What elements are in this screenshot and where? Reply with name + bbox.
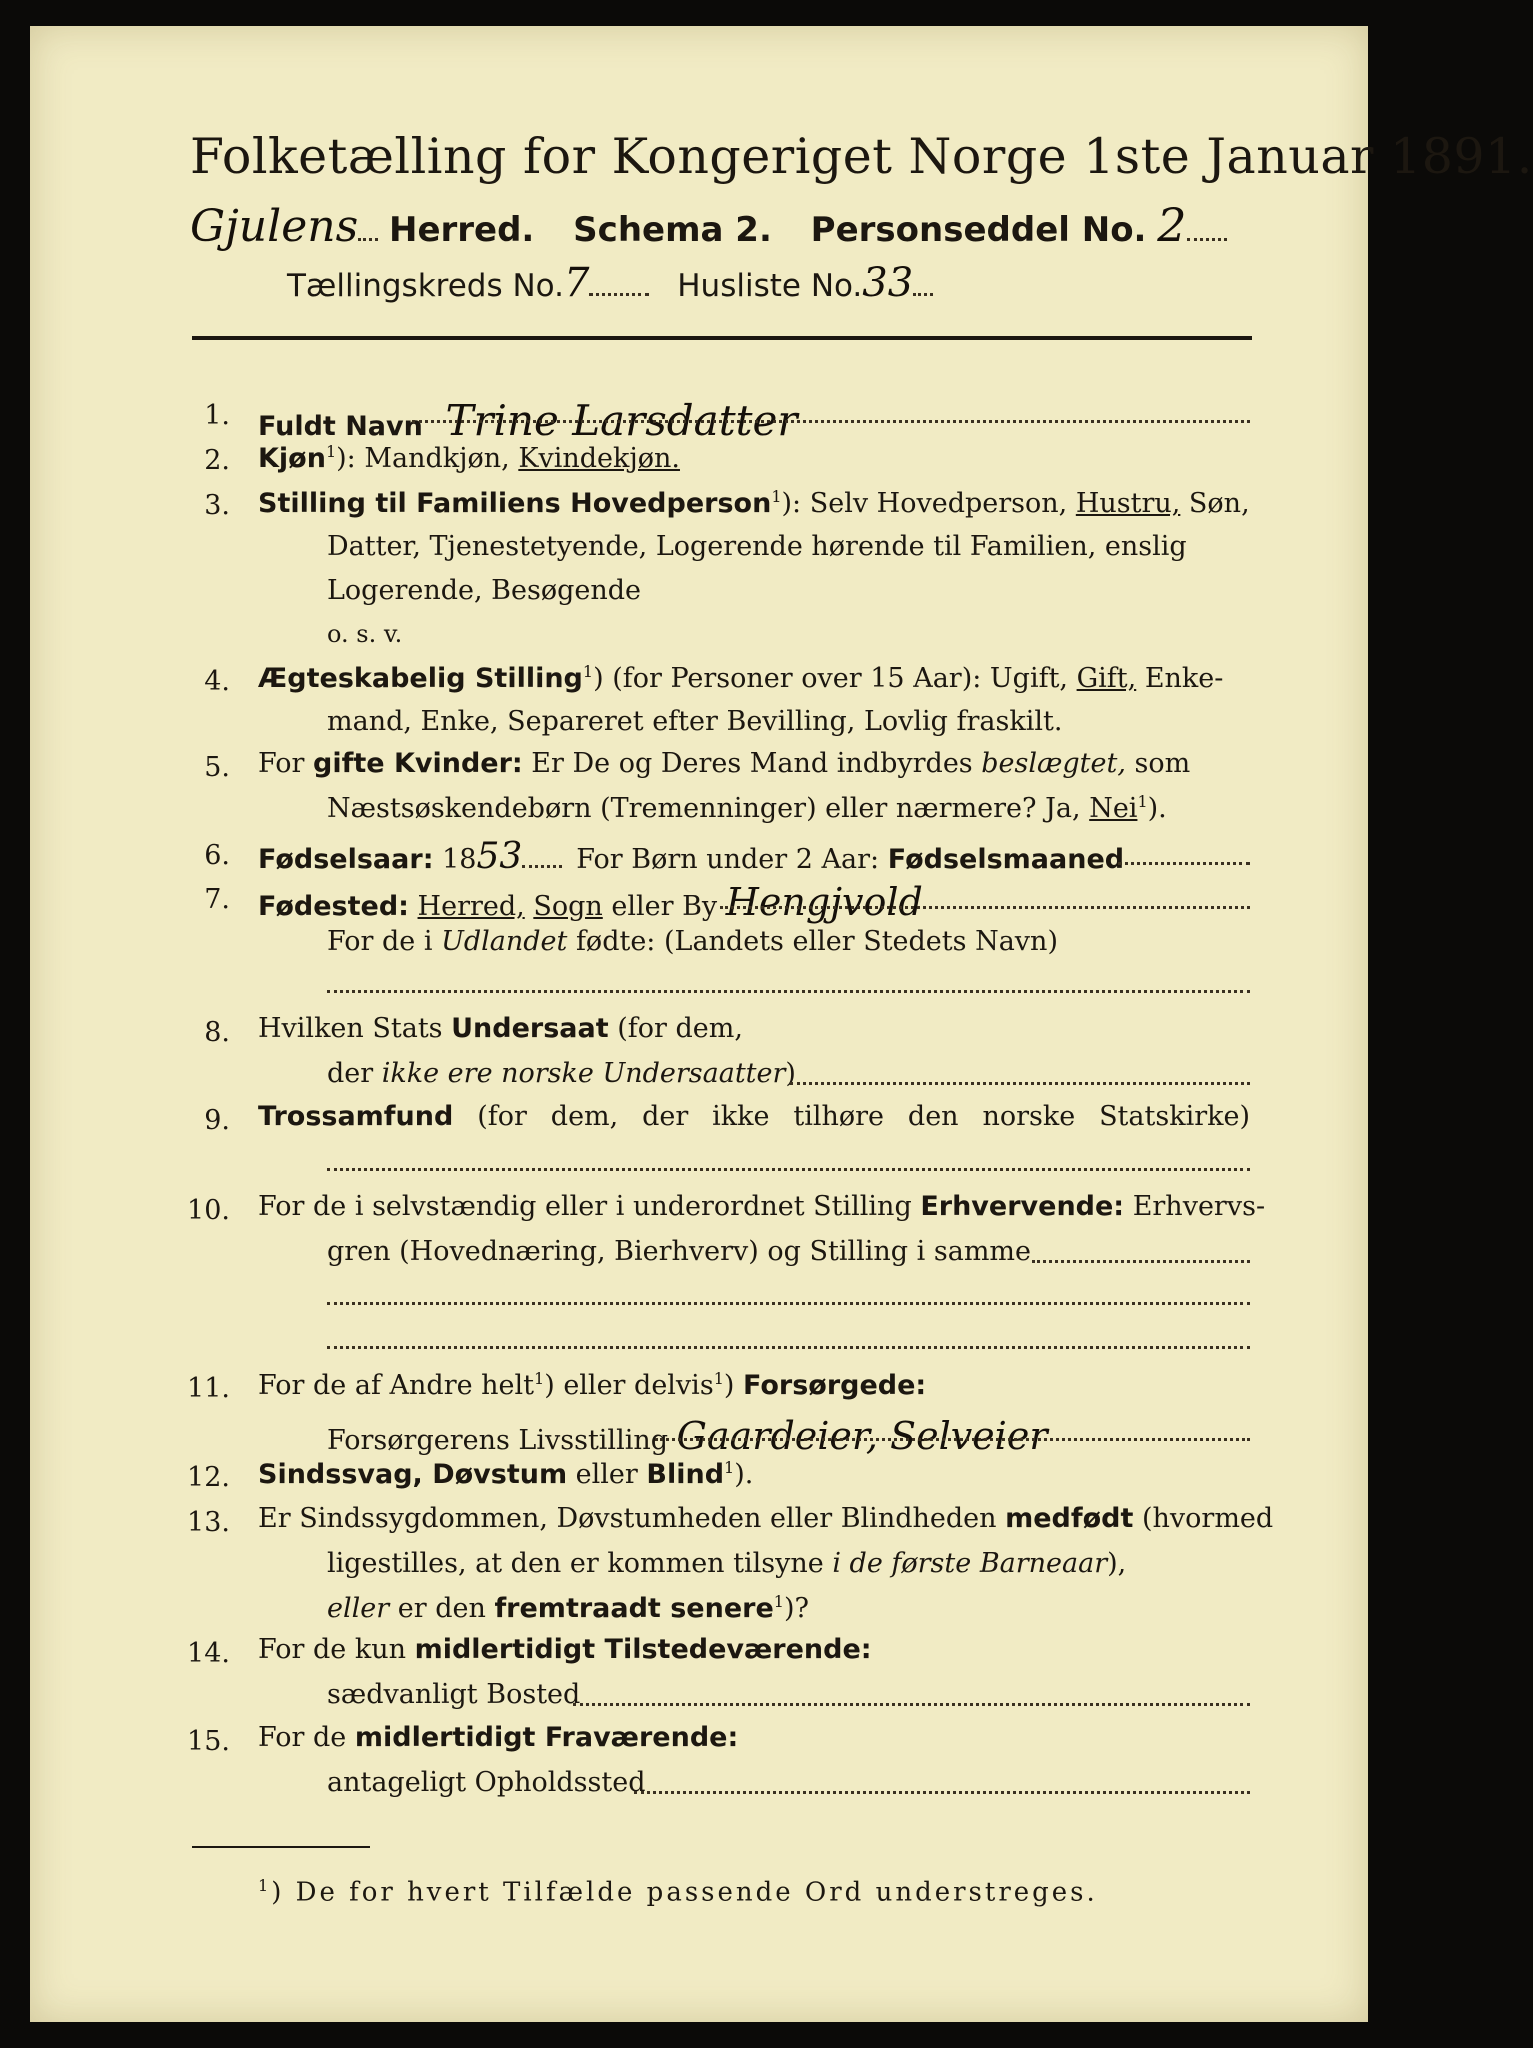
q1-answer-line bbox=[412, 420, 1250, 423]
q7-line2 bbox=[327, 926, 1058, 957]
q6-answer-line bbox=[1118, 862, 1250, 865]
footnote-ref: 1 bbox=[1137, 792, 1148, 811]
q5-line2-end: ). bbox=[1147, 793, 1167, 824]
q15-answer-line bbox=[634, 1791, 1250, 1794]
q10-pre: For de i selvstændig eller i underordnet Stilling bbox=[258, 1191, 921, 1222]
q5-italic: beslægtet, bbox=[981, 748, 1126, 779]
q11-supported bbox=[258, 1369, 926, 1401]
q13-line3-text: er den bbox=[389, 1593, 495, 1624]
footnote-ref: 1 bbox=[773, 1592, 784, 1611]
q11-line2 bbox=[327, 1414, 1047, 1458]
herred-handwritten: Gjulens bbox=[190, 201, 359, 252]
item-number: 2. bbox=[204, 445, 230, 476]
item-number: 15. bbox=[187, 1726, 230, 1757]
footnote-ref: 1 bbox=[724, 1458, 735, 1477]
q5-married-women bbox=[258, 748, 1190, 779]
q9-answer-line bbox=[327, 1168, 1250, 1171]
item-number: 1. bbox=[204, 400, 230, 431]
item-number: 5. bbox=[204, 752, 230, 783]
q6-birth-year bbox=[258, 836, 1124, 877]
q10-label: Erhvervende: bbox=[920, 1191, 1125, 1222]
q14-line2: sædvanligt Bosted bbox=[327, 1679, 581, 1710]
q14-pre: For de kun bbox=[258, 1634, 415, 1665]
q8-line2-text: der bbox=[327, 1058, 382, 1089]
q6-label: Fødselsaar: bbox=[258, 844, 434, 875]
q1-name-handwritten: Trine Larsdatter bbox=[445, 396, 798, 445]
q4-label: Ægteskabelig Stilling bbox=[258, 663, 583, 694]
item-number: 8. bbox=[204, 1017, 230, 1048]
q15-label: midlertidigt Fraværende: bbox=[354, 1722, 739, 1753]
q11-line2-text: Forsørgerens Livsstilling bbox=[327, 1425, 669, 1456]
q11-mid2: ) bbox=[723, 1370, 743, 1401]
q10-answer-line bbox=[327, 1302, 1250, 1305]
q13-pre: Er Sindssygdommen, Døvstumheden eller Blindheden bbox=[258, 1503, 1006, 1534]
q7-line2-text: For de i bbox=[327, 926, 442, 957]
q2-underlined-answer: Kvindekjøn. bbox=[518, 443, 680, 474]
item-number: 13. bbox=[187, 1507, 230, 1538]
q14-temporary-present bbox=[258, 1634, 872, 1665]
q3-text: ): Selv Hovedperson, bbox=[781, 488, 1076, 519]
item-number: 6. bbox=[204, 840, 230, 871]
q13-line2-end: ), bbox=[1107, 1548, 1127, 1579]
taellingskreds-label: Tællingskreds No. bbox=[287, 268, 564, 304]
q4-marital-status bbox=[258, 662, 1223, 694]
item-number: 14. bbox=[187, 1638, 230, 1669]
q9-label: Trossamfund bbox=[258, 1101, 454, 1132]
q6-year-handwritten: 53 bbox=[476, 836, 523, 877]
q11-answer-line bbox=[655, 1438, 1250, 1441]
q8-text: (for dem, bbox=[608, 1013, 743, 1044]
q13-line3-label: fremtraadt senere bbox=[494, 1593, 774, 1624]
item-number: 4. bbox=[204, 666, 230, 697]
q6-mid-text: For Børn under 2 Aar: bbox=[576, 844, 888, 875]
q12-disability bbox=[258, 1458, 753, 1490]
q15-line2: antageligt Opholdssted bbox=[327, 1767, 646, 1798]
q7-label: Fødested: bbox=[258, 891, 409, 922]
q9-word: tilhøre bbox=[793, 1101, 885, 1132]
q11-provider-handwritten: Gaardeier, Selveier bbox=[676, 1414, 1048, 1458]
q2-text: ): Mandkjøn, bbox=[336, 443, 519, 474]
footnote-ref: 1 bbox=[771, 487, 782, 506]
q15-pre: For de bbox=[258, 1722, 355, 1753]
form-title: Folketælling for Kongeriget Norge 1ste Januar 1891. bbox=[190, 128, 1533, 185]
q5-text: Er De og Deres Mand indbyrdes bbox=[522, 748, 982, 779]
q8-answer-line bbox=[790, 1082, 1250, 1085]
footnote-ref: 1 bbox=[582, 662, 594, 681]
q12-post: ). bbox=[734, 1459, 754, 1490]
header-divider bbox=[192, 336, 1252, 340]
q3-line2: Datter, Tjenestetyende, Logerende hørende til Familien, enslig bbox=[327, 531, 1187, 562]
q9-word: (for bbox=[477, 1101, 527, 1132]
q7-underlined-sogn: Sogn bbox=[533, 891, 603, 922]
schema-label: Schema 2. bbox=[573, 210, 772, 250]
footnote-ref: 1 bbox=[713, 1369, 724, 1388]
q4-text-end: Enke- bbox=[1136, 663, 1224, 694]
item-number: 3. bbox=[204, 490, 230, 521]
q3-line4: o. s. v. bbox=[327, 620, 403, 648]
q8-label: Undersaat bbox=[451, 1013, 609, 1044]
q10-answer-line bbox=[1032, 1260, 1250, 1263]
q13-post: (hvormed bbox=[1133, 1503, 1274, 1534]
footnote-ref: 1 bbox=[534, 1369, 545, 1388]
q4-text: ) (for Personer over 15 Aar): Ugift, bbox=[593, 663, 1077, 694]
q7-italic: Udlandet bbox=[441, 926, 568, 957]
q10-answer-line bbox=[327, 1346, 1250, 1349]
q15-temporary-absent bbox=[258, 1722, 738, 1753]
q9-word: ikke bbox=[712, 1101, 770, 1132]
q13-line3-italic: eller bbox=[327, 1593, 390, 1624]
herred-line bbox=[190, 198, 1227, 252]
q10-occupation bbox=[258, 1191, 1265, 1222]
q2-label: Kjøn bbox=[258, 443, 326, 474]
q8-line2 bbox=[327, 1058, 796, 1089]
item-number: 10. bbox=[187, 1195, 230, 1226]
q5-label: gifte Kvinder: bbox=[313, 748, 523, 779]
q9-word: der bbox=[642, 1101, 689, 1132]
q11-label: Forsørgede: bbox=[743, 1370, 927, 1401]
q12-mid: eller bbox=[567, 1459, 647, 1490]
q13-italic: i de første Barneaar bbox=[832, 1548, 1108, 1579]
q9-word: den bbox=[907, 1101, 959, 1132]
q14-label: midlertidigt Tilstedeværende: bbox=[414, 1634, 872, 1665]
q5-line2 bbox=[327, 792, 1167, 824]
personseddel-number-handwritten: 2 bbox=[1157, 198, 1187, 252]
item-number: 12. bbox=[187, 1462, 230, 1493]
q8-italic: ikke ere norske Undersaatter bbox=[381, 1058, 786, 1089]
q3-label: Stilling til Familiens Hovedperson bbox=[258, 488, 772, 519]
q4-underlined-answer: Gift, bbox=[1076, 663, 1137, 694]
footnote bbox=[258, 1876, 1098, 1908]
q3-underlined-answer: Hustru, bbox=[1075, 488, 1181, 519]
q14-answer-line bbox=[573, 1703, 1250, 1706]
q6-year-prefix: 18 bbox=[433, 844, 477, 875]
q7-place-handwritten: Hengjvold bbox=[725, 880, 923, 924]
q7-underlined-herred: Herred, bbox=[417, 891, 525, 922]
q12-label: Sindssvag, Døvstum bbox=[258, 1459, 568, 1490]
q2-sex bbox=[258, 442, 680, 474]
item-number: 7. bbox=[204, 884, 230, 915]
taellingskreds-number-handwritten: 7 bbox=[563, 260, 590, 306]
item-number: 11. bbox=[187, 1373, 230, 1404]
q9-word: dem, bbox=[550, 1101, 619, 1132]
q10-line2: gren (Hovednæring, Bierhverv) og Stilling i samme bbox=[327, 1236, 1032, 1267]
q3-text-end: Søn, bbox=[1180, 488, 1250, 519]
q10-post: Erhvervs- bbox=[1124, 1191, 1266, 1222]
footnote-ref: 1 bbox=[258, 1876, 272, 1895]
q8-line2-end: ) bbox=[785, 1058, 796, 1089]
q13-line2-text: ligestilles, at den er kommen tilsyne bbox=[327, 1548, 833, 1579]
q5-underlined-answer: Nei bbox=[1089, 793, 1138, 824]
q9-word: Statskirke) bbox=[1099, 1101, 1250, 1132]
herred-label: Herred. bbox=[388, 210, 535, 250]
q8-citizenship bbox=[258, 1013, 743, 1044]
q12-label2: Blind bbox=[646, 1459, 725, 1490]
q7-abroad-answer-line bbox=[327, 990, 1250, 993]
q1-label: Fuldt Navn bbox=[258, 411, 423, 442]
q9-religion bbox=[258, 1101, 1250, 1132]
q5-text-end: som bbox=[1125, 748, 1191, 779]
q9-word: norske bbox=[982, 1101, 1076, 1132]
q7-birthplace bbox=[258, 880, 923, 924]
q3-family-position bbox=[258, 487, 1250, 519]
husliste-number-handwritten: 33 bbox=[862, 260, 914, 306]
q11-pre: For de af Andre helt bbox=[258, 1370, 535, 1401]
q13-line3 bbox=[327, 1592, 809, 1624]
q7-line2-end: fødte: (Landets eller Stedets Navn) bbox=[567, 926, 1058, 957]
personseddel-label: Personseddel No. bbox=[810, 210, 1147, 250]
q8-pre: Hvilken Stats bbox=[258, 1013, 452, 1044]
q13-congenital bbox=[258, 1503, 1273, 1534]
husliste-label: Husliste No. bbox=[677, 268, 863, 304]
q11-mid: ) eller delvis bbox=[544, 1370, 714, 1401]
q5-pre: For bbox=[258, 748, 314, 779]
item-number: 9. bbox=[204, 1105, 230, 1136]
q5-line2-text: Næstsøskendebørn (Tremenninger) eller nærmere? Ja, bbox=[327, 793, 1090, 824]
q6-label2: Fødselsmaaned bbox=[887, 844, 1125, 875]
q3-line3: Logerende, Besøgende bbox=[327, 575, 641, 606]
footnote-divider bbox=[192, 1846, 370, 1848]
q13-line3-end: )? bbox=[783, 1593, 809, 1624]
footnote-text: ) De for hvert Tilfælde passende Ord understreges. bbox=[271, 1877, 1098, 1908]
q7-text: eller By bbox=[602, 891, 718, 922]
taellingskreds-line bbox=[287, 260, 933, 306]
q4-line2: mand, Enke, Separeret efter Bevilling, Lovlig fraskilt. bbox=[327, 706, 1063, 737]
footnote-ref: 1 bbox=[325, 442, 337, 461]
q13-label: medfødt bbox=[1005, 1503, 1134, 1534]
q13-line2 bbox=[327, 1548, 1126, 1579]
q7-answer-line bbox=[720, 906, 1250, 909]
